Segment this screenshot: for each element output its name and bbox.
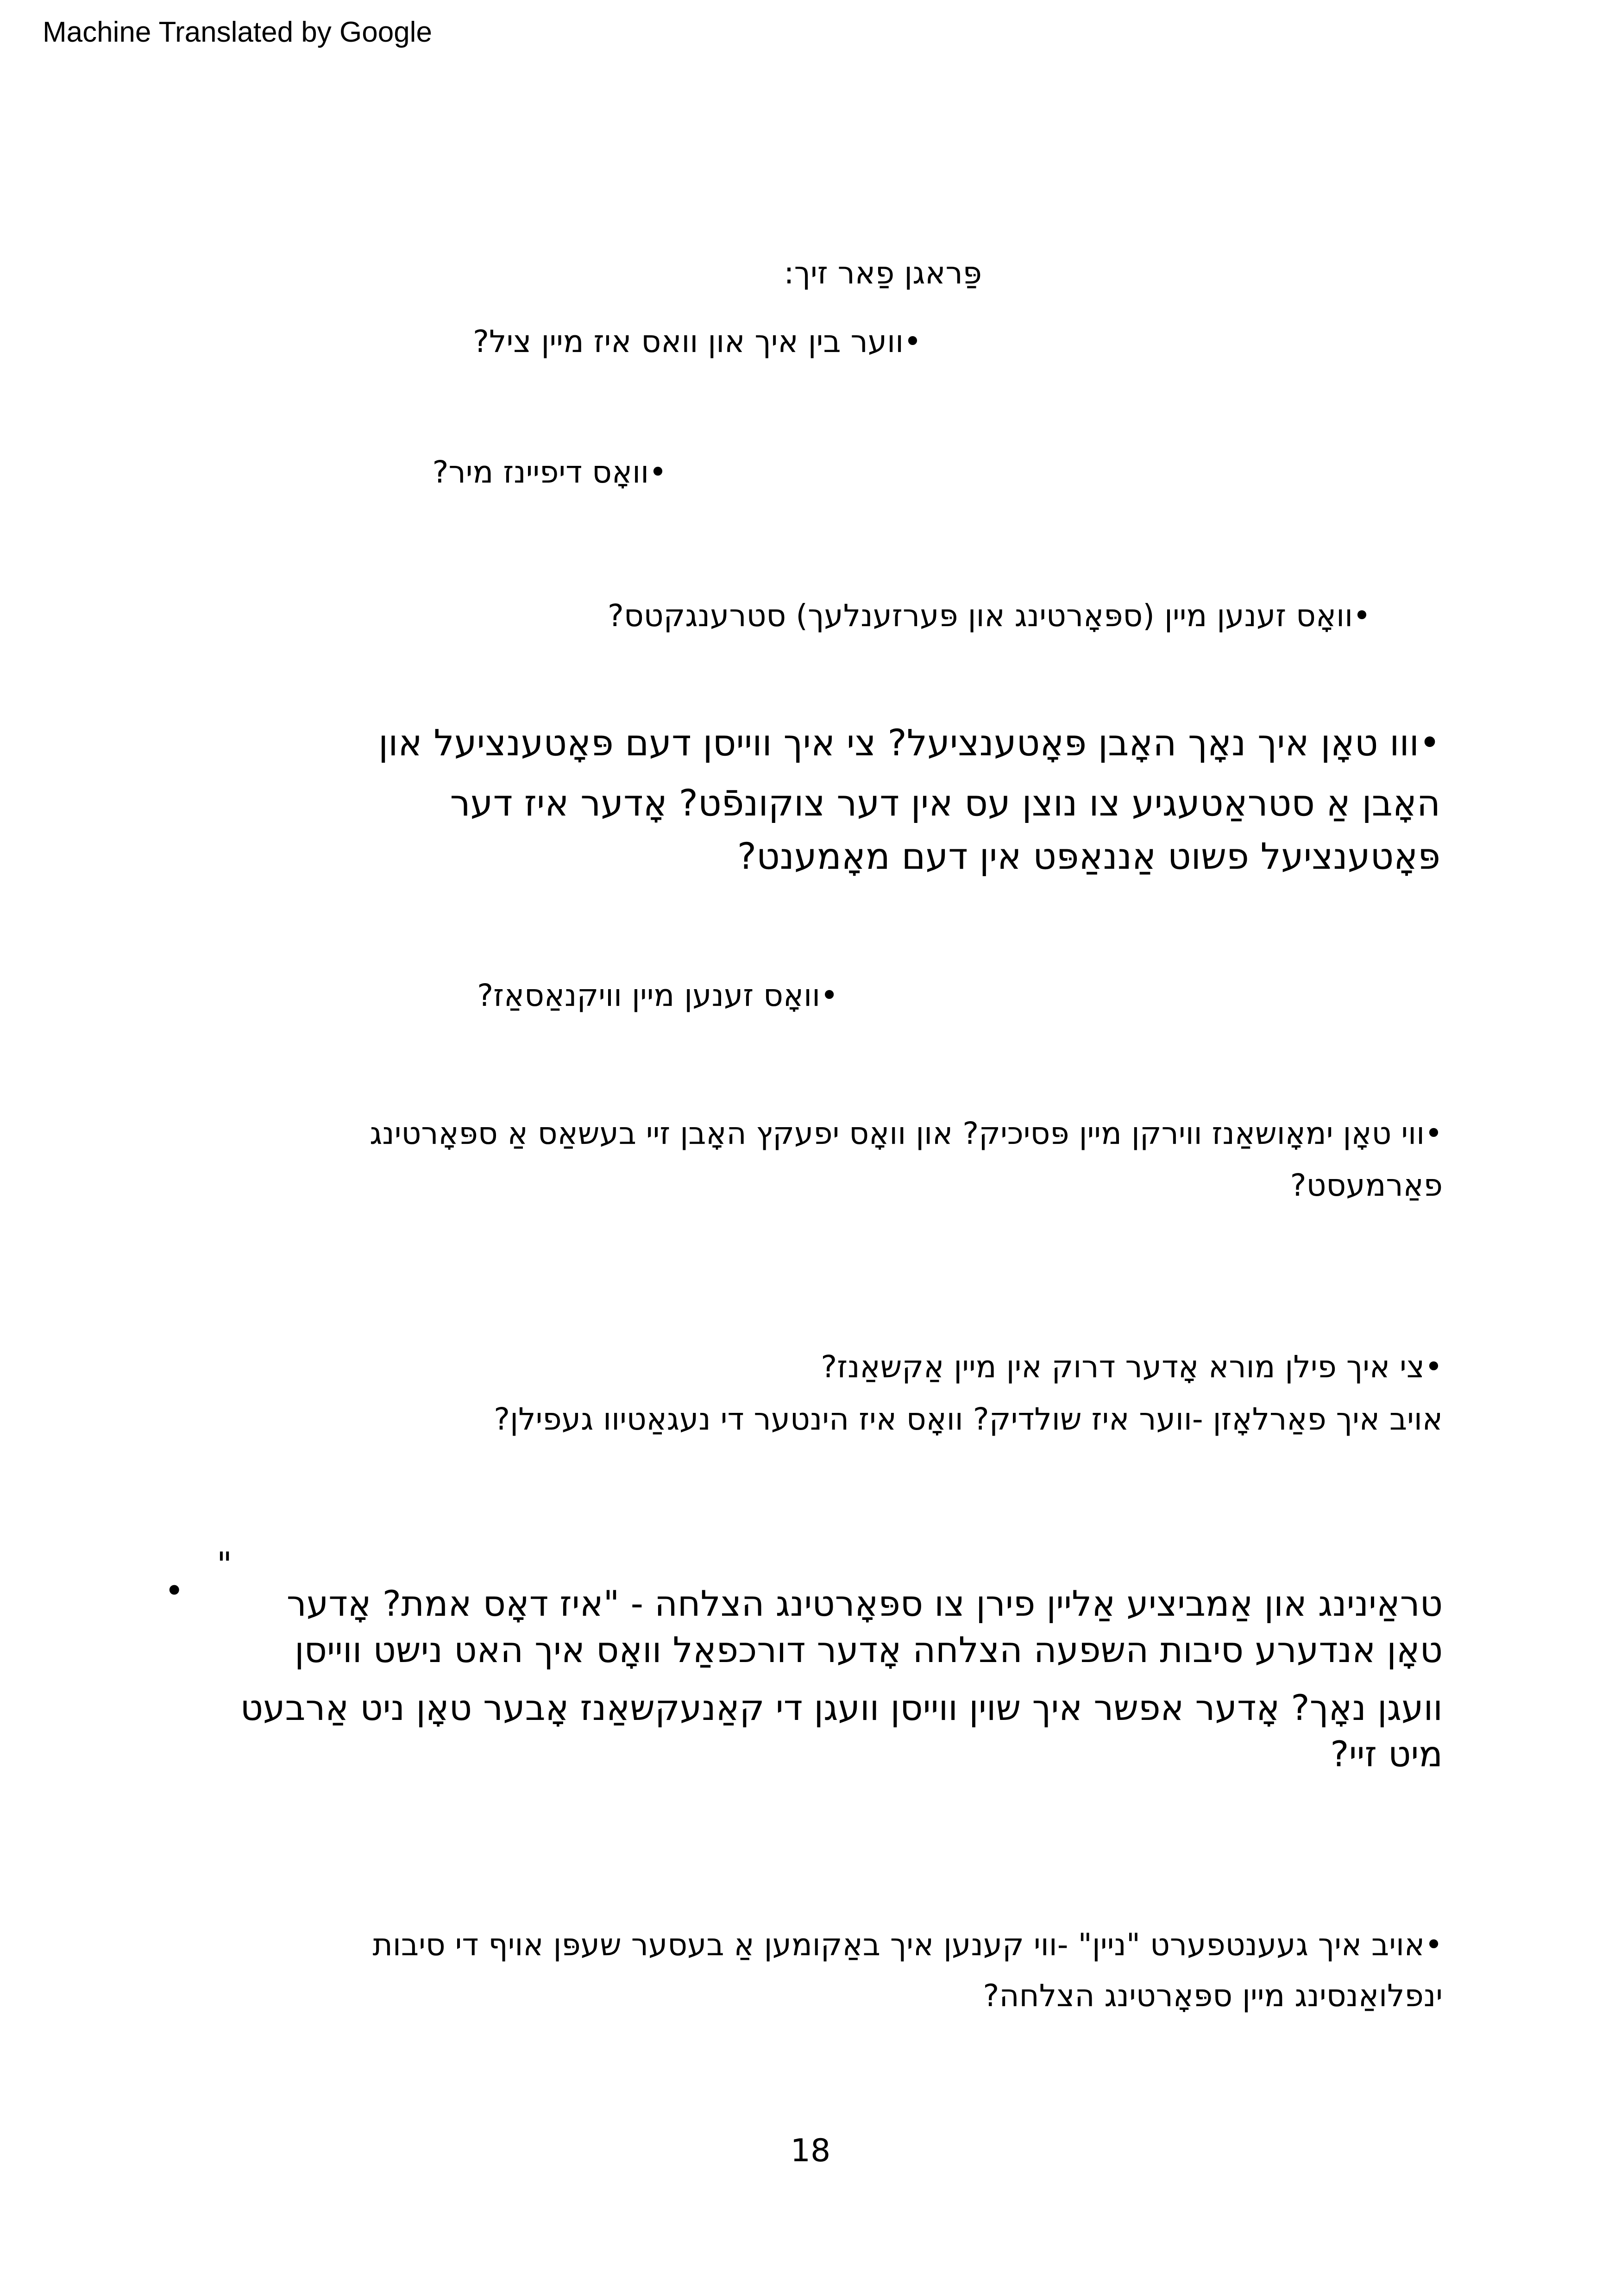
question-4-line-1: •ווו טאָן איך נאָך האָבן פּאָטענציעל? צי איך ווייסן דעם פּאָטענציעל און [378,722,1440,764]
question-3: •וואָס זענען מיין (ספּאָרטינג און פּערזענלעך) סטרענגקטס? [607,598,1371,634]
machine-translation-banner: Machine Translated by Google [43,16,432,48]
last-question-line-1: •אויב איך געענטפערט "ניין" -ווי קענען איך באַקומען אַ בעסער שעפּן אויף די סיבות [372,1927,1443,1963]
question-6-line-2: פאַרמעסט? [1290,1167,1443,1203]
training-question-line-2: טאָן אנדערע סיבות השפעה הצלחה אָדער דורכפאַל וואָס איך האט נישט ווייסן [294,1629,1443,1670]
training-question-line-4: מיט זיי? [1330,1733,1443,1775]
question-5: •וואָס זענען מיין וויקנאַסאַז? [477,978,838,1013]
stray-bullet: • [164,1571,184,1610]
question-7-line-2: אויב איך פאַרלאָזן -ווער איז שולדיק? וואָס איז הינטער די נעגאַטיוו געפילן? [494,1401,1443,1437]
question-1: •ווער בין איך און וואס איז מיין ציל? [472,324,922,359]
question-4-line-3: פּאָטענציעל פשוט אַננאַפּט אין דעם מאָמענט? [737,836,1440,878]
training-question-line-1: טראַינינג און אַמביציע אַליין פירן צו ספּאָרטינג הצלחה - "איז דאָס אמת? אָדער [286,1583,1443,1624]
stray-quote-mark: " [217,1545,232,1584]
section-heading: פַּראגן פַאר זיך: [784,255,982,291]
page-number: 18 [790,2133,831,2169]
training-question-line-3: וועגן נאָך? אָדער אפשר איך שוין ווייסן וועגן די קאַנעקשאַנז אָבער טאָן ניט אַרבעט [240,1687,1443,1728]
last-question-line-2: ינפלואַנסינג מיין ספּאָרטינג הצלחה? [983,1978,1443,2014]
question-4-line-2: האָבן אַ סטראַטעגיע צו נוצן עס אין דער צוקונפֿט? אָדער איז דער [450,783,1440,824]
question-6-line-1: •ווי טאָן ימאָושאַנז ווירקן מיין פּסיכיק? און וואָס יפעקץ האָבן זיי בעשאַס אַ ספּאָרטינג [370,1116,1443,1151]
question-7-line-1: •צי איך פילן מורא אָדער דרוק אין מיין אַקשאַנז? [821,1349,1443,1385]
question-2: •וואָס דיפיינז מיר? [432,454,667,490]
